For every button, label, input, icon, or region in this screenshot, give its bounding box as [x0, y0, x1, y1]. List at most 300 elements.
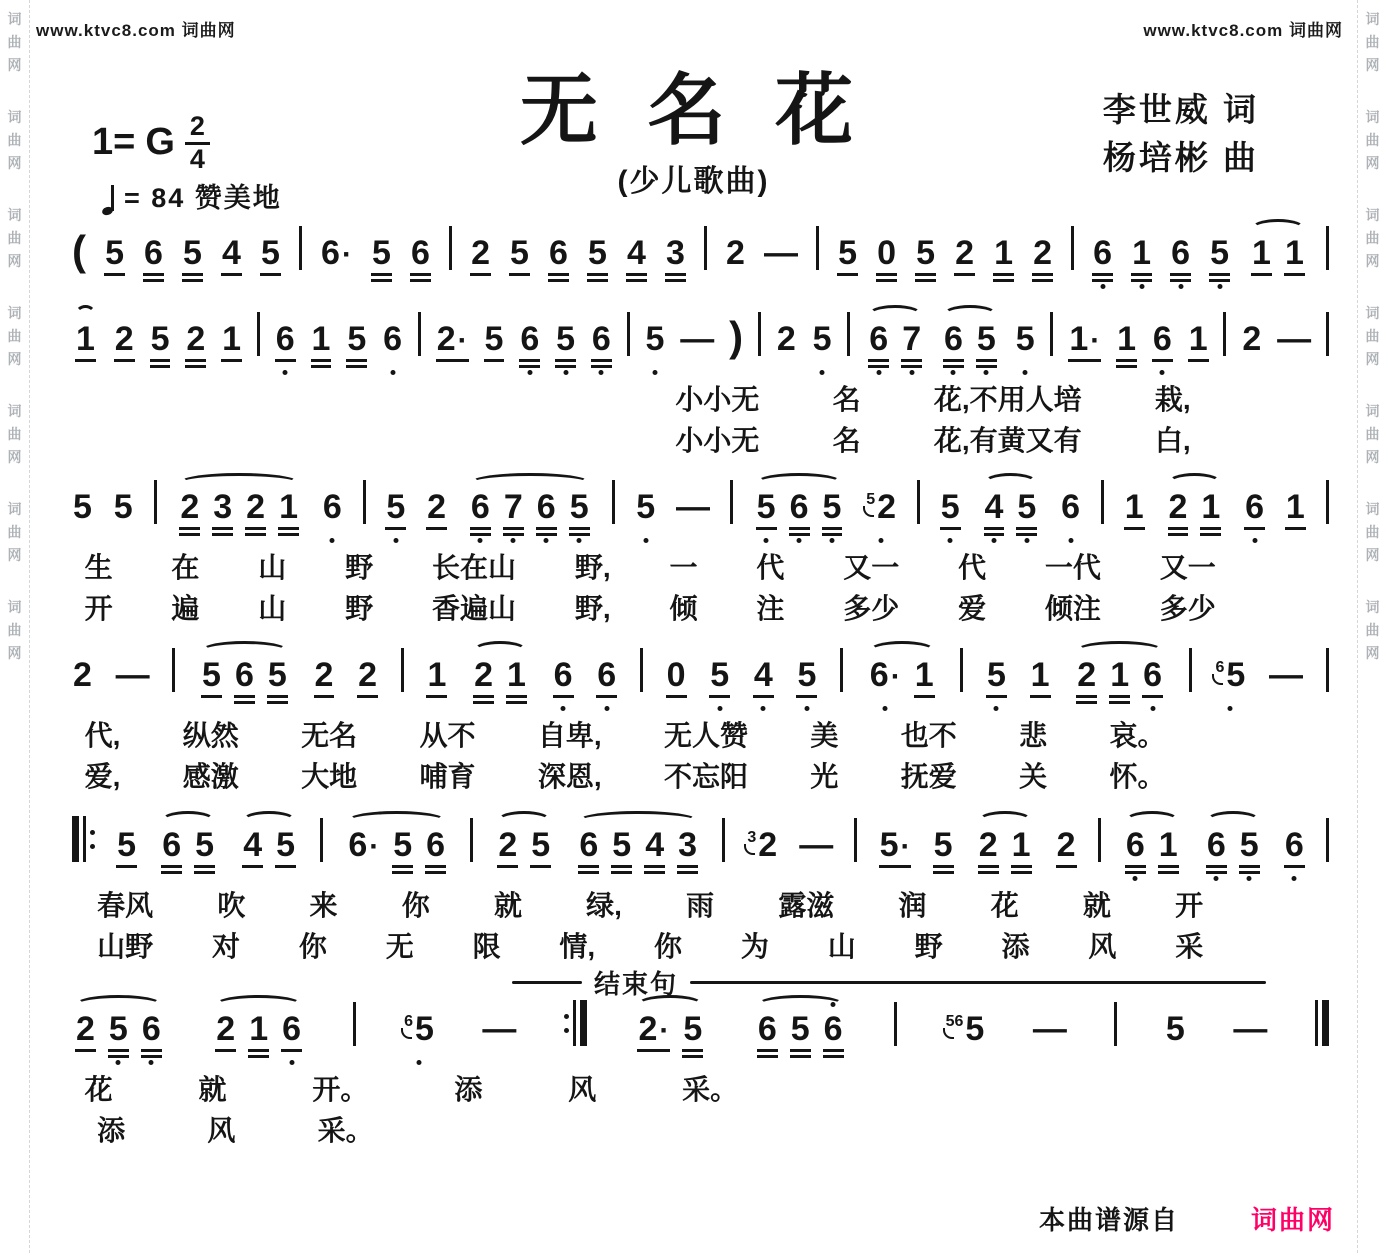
lyric-word: 光: [810, 761, 839, 792]
final-barline: [1315, 1000, 1329, 1046]
note: 5: [635, 490, 656, 524]
watermark-char: 曲: [1365, 132, 1380, 148]
note: 5: [976, 322, 997, 356]
barline-thin: [1315, 1000, 1318, 1046]
lyric-word: 生: [84, 552, 113, 583]
watermark-char: 网: [1365, 57, 1380, 73]
low-octave-dot: [820, 370, 825, 375]
low-octave-dot: [829, 538, 834, 543]
duration-dash: —: [676, 488, 711, 526]
lyric-word: 露滋: [778, 890, 835, 921]
note: 1: [249, 1010, 269, 1048]
watermark-char: 网: [1365, 547, 1380, 563]
lyric-word: 对: [211, 931, 240, 962]
duration-dash: —: [482, 1010, 517, 1048]
grace-note: 56: [945, 1013, 964, 1030]
low-octave-dot: [604, 706, 609, 711]
watermark-char: 网: [1365, 449, 1380, 465]
lyric-word: 又一: [843, 552, 900, 583]
watermark-char: 网: [7, 57, 22, 73]
low-octave-dot: [289, 1060, 294, 1065]
note: 1: [311, 320, 331, 358]
note: 5: [510, 234, 529, 272]
low-octave-dot: [1252, 538, 1257, 543]
watermark-char: 词: [1365, 11, 1380, 27]
slur-group: [470, 658, 530, 692]
note: 5: [569, 490, 590, 524]
note: 5: [73, 488, 92, 526]
barline: [1223, 312, 1226, 356]
note: 1: [994, 234, 1013, 272]
note: 1: [1188, 320, 1208, 358]
lyric-word: 关: [1019, 761, 1048, 792]
note: 6: [141, 1012, 162, 1046]
lyric-word: 开: [84, 593, 113, 624]
note: 5: [683, 1010, 703, 1048]
note: 5: [1016, 490, 1037, 524]
note: 6: [275, 322, 296, 356]
barline: [1326, 312, 1329, 356]
lyric-word: 野: [345, 593, 374, 624]
lyric-word: 花: [990, 890, 1019, 921]
note: 5·: [879, 826, 911, 864]
low-octave-dot: [563, 370, 568, 375]
lyricist-credit: 李世威 词: [1102, 91, 1259, 128]
note: 2: [776, 320, 796, 358]
watermark-gap: [0, 568, 29, 594]
lyric-word: 无人赞: [663, 720, 748, 751]
note: 0: [877, 234, 897, 272]
lyric-word: 野: [345, 552, 374, 583]
note: 5: [588, 234, 607, 272]
note: 5: [484, 320, 504, 358]
note: 5: [105, 234, 124, 272]
note: 32: [747, 826, 778, 864]
slur-group: [866, 658, 938, 692]
music-system-block: [72, 212, 1329, 290]
watermark-char: 曲: [7, 230, 22, 246]
repeat-dot: [564, 1014, 569, 1019]
grace-note: 3: [747, 829, 757, 846]
note: 5: [1015, 322, 1036, 356]
watermark-char: 曲: [1365, 230, 1380, 246]
watermark-char: 曲: [1365, 622, 1380, 638]
barline-thick: [1322, 1000, 1329, 1046]
slur-group: [72, 1012, 165, 1046]
watermark-char: 词: [7, 109, 22, 125]
slur-group: [344, 828, 449, 862]
lyric-word: 一: [669, 552, 698, 583]
lyric-word: 山野: [97, 931, 154, 962]
watermark-char: 曲: [7, 426, 22, 442]
barline: [847, 312, 850, 356]
lyric-word: 野,: [574, 593, 611, 624]
low-octave-dot: [994, 706, 999, 711]
composer-credit: 杨培彬 曲: [1102, 138, 1259, 176]
low-octave-dot: [527, 370, 532, 375]
low-octave-dot: [599, 370, 604, 375]
slur-group: [1165, 490, 1225, 524]
note: 1: [427, 656, 447, 694]
lyric-word: 栽,: [1154, 384, 1191, 415]
lyrics-row: [97, 1113, 374, 1148]
barline: [854, 818, 857, 862]
lyric-word: 野: [914, 931, 943, 962]
song-title: 无 名 花: [519, 66, 868, 154]
note: 6: [823, 1012, 844, 1046]
barline: [1326, 226, 1329, 270]
top-right-watermark: www.ktvc8.com 词曲网: [1143, 21, 1343, 40]
note: 2: [1033, 234, 1052, 272]
lyric-word: 抚爱: [900, 761, 957, 792]
low-octave-dot: [416, 1060, 421, 1065]
barline: [353, 1002, 356, 1046]
lyric-word: 就: [493, 890, 522, 921]
slur-group: [1248, 236, 1308, 270]
note: 2: [1168, 488, 1188, 526]
watermark-char: 词: [1365, 207, 1380, 223]
duration-dash: —: [1268, 656, 1303, 694]
lyric-word: 山: [258, 593, 287, 624]
lyric-word: 小小无: [675, 384, 760, 415]
low-octave-dot: [804, 706, 809, 711]
slur-group: [158, 828, 218, 862]
augmentation-dot: ·: [341, 238, 352, 271]
barline: [758, 312, 761, 356]
key-note: G: [145, 121, 175, 164]
low-octave-dot: [764, 538, 769, 543]
note: 6: [579, 826, 599, 864]
low-octave-dot: [717, 706, 722, 711]
lyric-word: 名: [832, 384, 861, 415]
note: 1: [1030, 656, 1050, 694]
note: 5: [183, 234, 202, 272]
lyrics-row: [675, 382, 1190, 417]
score: [72, 212, 1329, 1148]
note: 1: [1124, 488, 1144, 526]
watermark-char: 网: [1365, 645, 1380, 661]
barline: [1326, 480, 1329, 524]
repeat-dot: [90, 830, 95, 835]
low-octave-dot: [883, 706, 888, 711]
watermark-char: 曲: [1365, 524, 1380, 540]
note: 5: [555, 322, 576, 356]
slur-group: [981, 490, 1041, 524]
note: 65: [1214, 658, 1246, 692]
footer-site-link[interactable]: 词曲网: [1250, 1205, 1335, 1235]
watermark-char: 曲: [7, 622, 22, 638]
note: 2·: [638, 1010, 670, 1048]
lyric-word: 多少: [843, 593, 900, 624]
augmentation-dot: ·: [900, 830, 911, 863]
low-octave-dot: [909, 370, 914, 375]
slur-group: [753, 490, 846, 524]
lyrics-row: [85, 591, 1216, 626]
note: 6: [382, 322, 403, 356]
note: 5: [113, 488, 133, 526]
time-signature: [185, 112, 210, 174]
note: 5: [612, 826, 632, 864]
barline: [172, 648, 175, 692]
note: 5: [1209, 236, 1230, 270]
note: 5: [933, 826, 953, 864]
lyric-word: 润: [898, 890, 927, 921]
note: 6: [519, 322, 540, 356]
note: 6: [789, 490, 810, 524]
barline: [840, 648, 843, 692]
note: 5: [261, 234, 280, 272]
slur-group: [975, 828, 1035, 862]
note: 65: [403, 1012, 435, 1046]
lyric-word: 情,: [559, 931, 596, 962]
note: 2: [76, 1010, 95, 1048]
barline: [917, 480, 920, 524]
watermark-char: 曲: [1365, 426, 1380, 442]
key-signature: [92, 112, 210, 174]
low-octave-dot: [544, 538, 549, 543]
note: 6: [470, 490, 491, 524]
barline-thin: [573, 1000, 576, 1046]
note: 4: [222, 234, 241, 272]
note: 4: [645, 826, 665, 864]
note: 2: [314, 656, 334, 694]
barline: [320, 818, 323, 862]
watermark-char: 词: [1365, 501, 1380, 517]
note: 1: [1117, 320, 1137, 358]
note: 0: [666, 656, 686, 694]
watermark-char: 网: [1365, 155, 1380, 171]
lyric-word: 就: [198, 1074, 227, 1105]
barline: [1071, 226, 1074, 270]
lyrics-row: [675, 423, 1190, 458]
watermark-char: 网: [1365, 253, 1380, 269]
watermark-char: 词: [1365, 403, 1380, 419]
low-octave-dot: [1024, 538, 1029, 543]
note: 2: [978, 826, 998, 864]
note: 6: [591, 322, 612, 356]
lyric-word: 也不: [900, 720, 957, 751]
barline: [1189, 648, 1192, 692]
lyric-word: 多少: [1159, 593, 1216, 624]
slur-group: [467, 490, 593, 524]
footer-source-text: 本曲谱源自: [1038, 1205, 1179, 1235]
note: 6: [1206, 828, 1227, 862]
note: 5: [150, 320, 170, 358]
lyric-word: 长在山: [432, 552, 517, 583]
lyric-word: 限: [472, 931, 501, 962]
low-octave-dot: [1292, 876, 1297, 881]
barline: [612, 480, 615, 524]
low-octave-dot: [1133, 876, 1138, 881]
lyric-word: 你: [298, 931, 327, 962]
note: 2: [180, 488, 200, 526]
lyric-word: 哀。: [1109, 720, 1166, 751]
duration-dash: —: [1233, 1010, 1268, 1048]
watermark-char: 网: [7, 645, 22, 661]
lyric-word: 开。: [312, 1074, 369, 1105]
low-octave-dot: [797, 538, 802, 543]
low-octave-dot: [390, 370, 395, 375]
ending-section-label: [512, 964, 1266, 1001]
close-paren: ): [729, 313, 744, 361]
low-octave-dot: [1139, 284, 1144, 289]
lyric-word: 美: [810, 720, 839, 751]
note: 1: [1110, 656, 1130, 694]
barline-thin: [83, 816, 86, 862]
low-octave-dot: [1023, 370, 1028, 375]
lyric-word: 无名: [301, 720, 358, 751]
note: 4: [627, 234, 646, 272]
note: 6: [549, 234, 568, 272]
watermark-char: 曲: [7, 132, 22, 148]
note: 1: [222, 320, 242, 358]
key-prefix: 1=: [92, 121, 136, 164]
watermark-gap: [1358, 666, 1387, 692]
note: 6: [943, 322, 964, 356]
song-subtitle: (少儿歌曲): [617, 165, 770, 198]
note: 1: [279, 488, 299, 526]
lyric-word: 采: [1175, 931, 1204, 962]
note: 6: [144, 234, 163, 272]
note: 6: [1060, 490, 1081, 524]
lyric-word: 在: [171, 552, 200, 583]
lyric-word: 添: [454, 1074, 483, 1105]
slur-group: [239, 828, 299, 862]
ending-line: [512, 981, 582, 984]
low-octave-dot: [879, 538, 884, 543]
note: 5: [385, 490, 406, 524]
note: 5: [1165, 1010, 1185, 1048]
note: 6: [1125, 828, 1146, 862]
lyric-word: 名: [832, 425, 861, 456]
low-octave-dot: [1247, 876, 1252, 881]
tempo-marking: [102, 176, 282, 215]
credits: [1103, 86, 1259, 182]
repeat-dot: [90, 844, 95, 849]
low-octave-dot: [1217, 284, 1222, 289]
barline: [154, 480, 157, 524]
lyric-word: 风: [568, 1074, 597, 1105]
slur-group: [72, 322, 99, 356]
note: 6: [553, 658, 574, 692]
duration-dash: —: [680, 320, 715, 358]
note: 1: [1011, 826, 1031, 864]
note: 2: [1056, 826, 1076, 864]
slur-group: [212, 1012, 305, 1046]
lyrics-row: [85, 1072, 739, 1107]
lyric-word: 爱,: [84, 761, 121, 792]
barline: [960, 648, 963, 692]
lyric-word: 大地: [301, 761, 358, 792]
watermark-gap: [0, 372, 29, 398]
footer: [1039, 1200, 1335, 1237]
low-octave-dot: [1068, 538, 1073, 543]
slur-group: [1073, 658, 1166, 692]
barline: [894, 1002, 897, 1046]
watermark-char: 网: [7, 449, 22, 465]
note: 6: [1284, 828, 1305, 862]
grace-note: 5: [866, 491, 876, 508]
note: 5: [202, 656, 221, 694]
barline: [299, 226, 302, 270]
low-octave-dot: [876, 370, 881, 375]
lyric-word: 绿,: [586, 890, 622, 921]
watermark-char: 网: [7, 253, 22, 269]
barline: [401, 648, 404, 692]
lyric-word: 一代: [1044, 552, 1101, 583]
low-octave-dot: [948, 538, 953, 543]
lyric-word: 花,不用人培: [933, 384, 1082, 415]
slur-group: [865, 322, 925, 356]
lyric-word: 山: [827, 931, 856, 962]
note: 2: [1077, 656, 1097, 694]
watermark-char: 词: [7, 403, 22, 419]
high-octave-dot: [831, 1002, 836, 1007]
note: 6: [868, 322, 889, 356]
note: 6·: [869, 658, 902, 692]
note: 2: [471, 234, 490, 272]
music-system: [72, 290, 1329, 376]
note: 7: [901, 322, 922, 356]
barline: [1098, 818, 1101, 862]
note: 5: [790, 1010, 810, 1048]
note: 1: [1201, 488, 1221, 526]
note: 2: [498, 826, 518, 864]
note: 6: [322, 490, 343, 524]
watermark-char: 词: [1365, 305, 1380, 321]
note: 1·: [1069, 320, 1101, 358]
augmentation-dot: ·: [457, 324, 468, 357]
repeat-dot: [564, 1028, 569, 1033]
barline: [640, 648, 643, 692]
lyric-word: 从不: [419, 720, 476, 751]
lyric-word: 野,: [574, 552, 611, 583]
lyric-word: 感激: [182, 761, 239, 792]
top-left-watermark: www.ktvc8.com 词曲网: [36, 21, 236, 40]
low-octave-dot: [652, 370, 657, 375]
repeat-dots: [90, 830, 95, 849]
tempo-text: = 84 赞美地: [124, 183, 282, 213]
augmentation-dot: ·: [1090, 324, 1101, 357]
lyric-word: 香遍山: [432, 593, 517, 624]
note: 2: [186, 320, 206, 358]
note: 2: [474, 656, 493, 694]
note: 4: [984, 490, 1005, 524]
slur-group: [575, 828, 701, 862]
lyric-word: 注: [756, 593, 785, 624]
lyric-word: 无: [385, 931, 414, 962]
barline: [1101, 480, 1104, 524]
slur-group: [940, 322, 1000, 356]
note: 5: [108, 1012, 129, 1046]
watermark-char: 词: [1365, 599, 1380, 615]
note: 2: [73, 656, 92, 694]
barline: [816, 226, 819, 270]
lyric-word: 花: [84, 1074, 113, 1105]
meter-denominator: 4: [189, 144, 205, 175]
music-system: [72, 212, 1329, 290]
watermark-char: 曲: [7, 524, 22, 540]
lyrics-row: [97, 888, 1203, 923]
note: 6: [1092, 236, 1113, 270]
note: 3: [678, 826, 698, 864]
lyric-word: 风: [207, 1115, 236, 1146]
meter-numerator: 2: [185, 112, 210, 145]
lyrics-row: [85, 718, 1166, 753]
note: 6: [536, 490, 557, 524]
duration-dash: —: [799, 826, 834, 864]
note: 6·: [321, 234, 352, 272]
